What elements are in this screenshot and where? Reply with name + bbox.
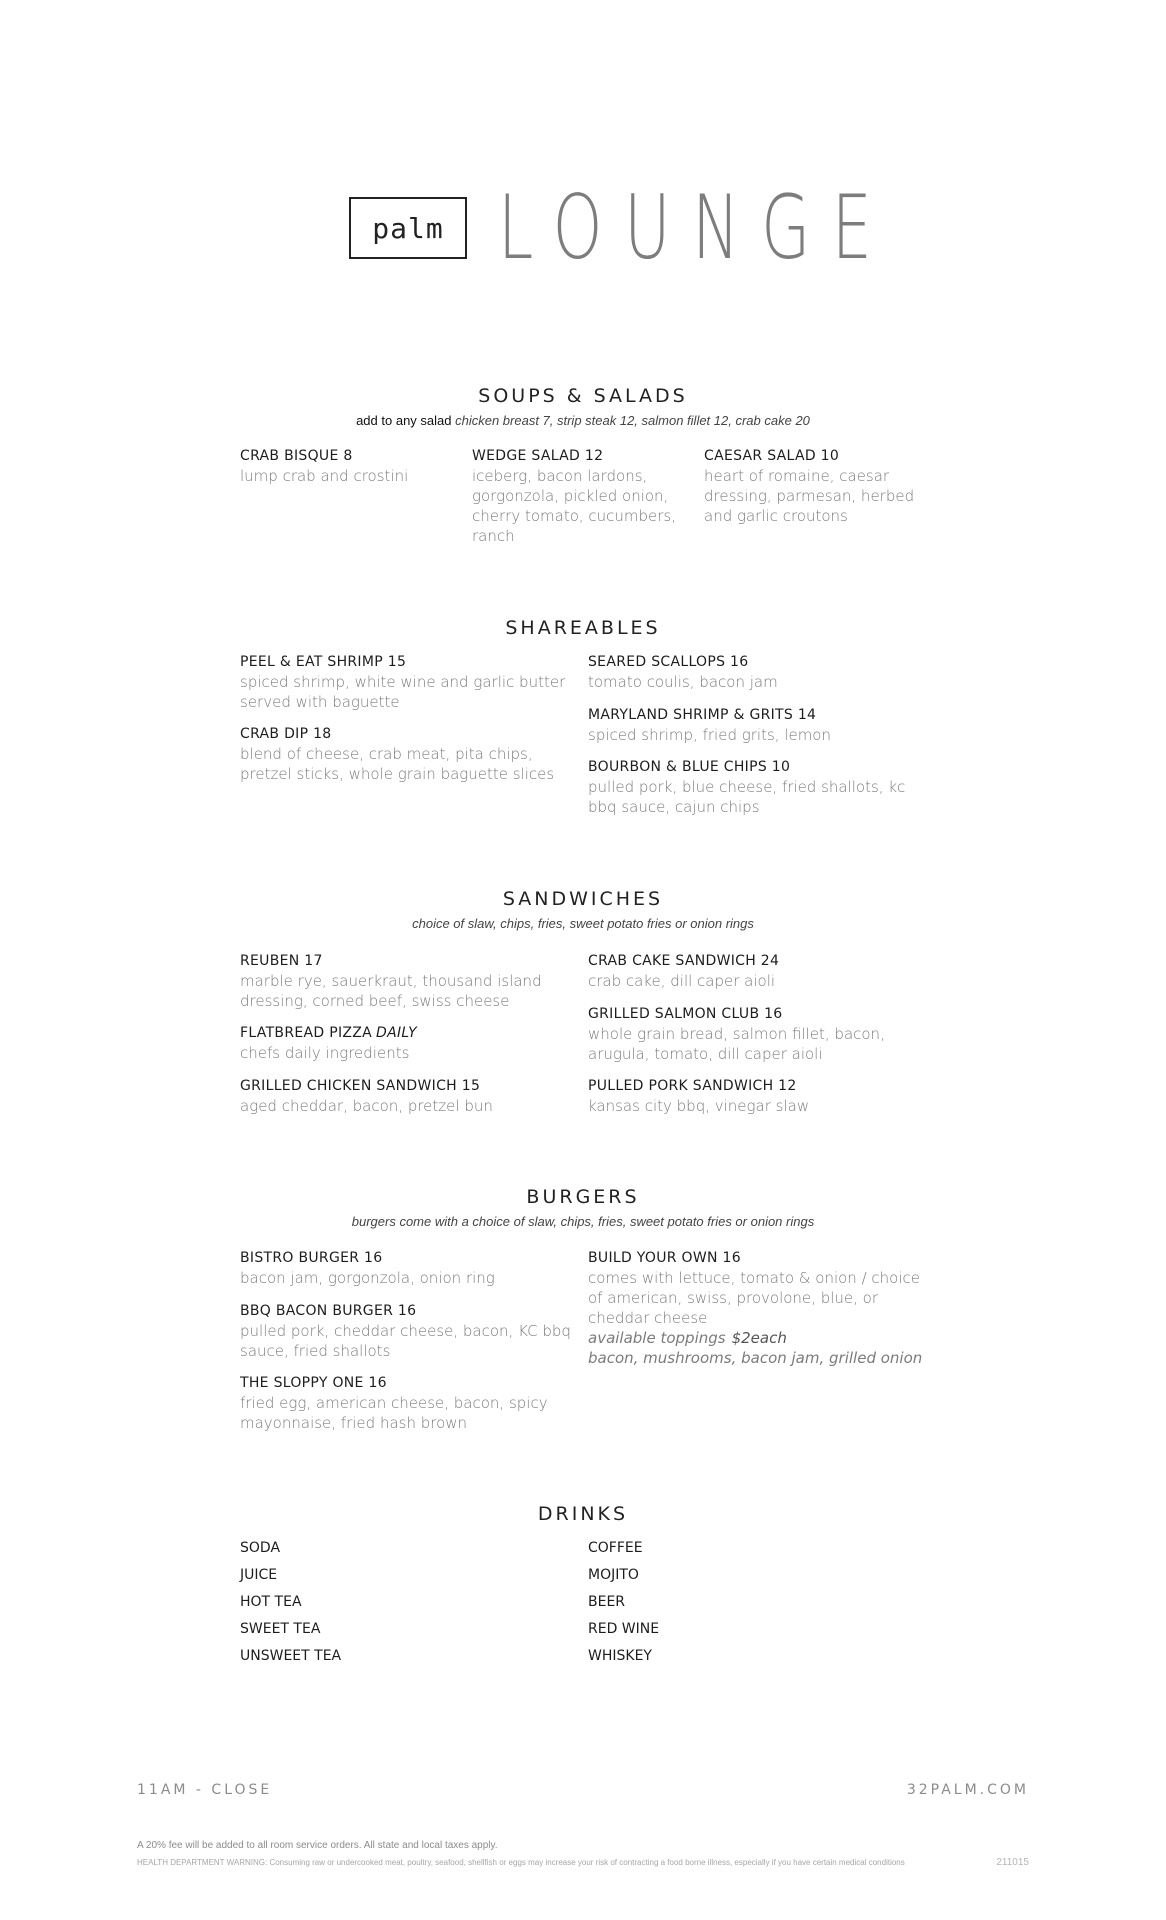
item-name: BBQ BACON BURGER 16 [240, 1303, 417, 1319]
item-desc: blend of cheese, crab meat, pita chips, [240, 745, 533, 763]
menu-item-grilled-chicken-sandwich [240, 1076, 600, 1116]
salad-addon-note [0, 413, 1166, 428]
venue-name: LOUNGE [498, 176, 894, 279]
item-name: BISTRO BURGER 16 [240, 1250, 383, 1266]
item-desc: cherry tomato, cucumbers, [472, 507, 677, 525]
menu-item-bistro-burger [240, 1248, 600, 1288]
item-desc: dressing, parmesan, herbed [704, 487, 915, 505]
section-title-sandwiches: SANDWICHES [502, 888, 664, 910]
item-desc: aged cheddar, bacon, pretzel bun [240, 1097, 493, 1115]
menu-item-seared-scallops [588, 652, 948, 692]
drink-item: RED WINE [588, 1621, 660, 1637]
item-desc: spiced shrimp, fried grits, lemon [588, 726, 831, 744]
item-name: PEEL & EAT SHRIMP 15 [240, 654, 407, 670]
salad-addon-lead: add to any salad [356, 413, 452, 428]
item-desc: whole grain bread, salmon fillet, bacon, [588, 1025, 885, 1043]
toppings-label: available toppings [588, 1329, 726, 1347]
daily-tag: DAILY [376, 1025, 418, 1041]
menu-item-flatbread-pizza [240, 1023, 600, 1063]
menu-item-bbq-bacon-burger [240, 1301, 600, 1361]
menu-item-grilled-salmon-club [588, 1004, 948, 1064]
menu-code: 211015 [996, 1857, 1029, 1868]
menu-item-crab-bisque [240, 446, 460, 486]
toppings-list: bacon, mushrooms, bacon jam, grilled onion [588, 1349, 923, 1367]
drink-item: WHISKEY [588, 1648, 652, 1664]
item-name [240, 1023, 600, 1043]
item-name: REUBEN 17 [240, 953, 323, 969]
website: 32PALM.COM [906, 1782, 1029, 1798]
menu-item-caesar-salad [704, 446, 934, 526]
item-name: BUILD YOUR OWN 16 [588, 1250, 741, 1266]
menu-item-crab-cake-sandwich [588, 951, 948, 991]
logo-text: palm [372, 211, 444, 245]
menu-item-sloppy-one [240, 1373, 600, 1433]
item-name: GRILLED CHICKEN SANDWICH 15 [240, 1078, 481, 1094]
drink-item: BEER [588, 1594, 626, 1610]
sandwiches-sides-note: choice of slaw, chips, fries, sweet potato fries or onion rings [412, 916, 754, 931]
drink-item: HOT TEA [240, 1594, 302, 1610]
section-title-burgers: BURGERS [526, 1186, 640, 1208]
item-desc: arugula, tomato, dill caper aioli [588, 1045, 823, 1063]
menu-item-wedge-salad [472, 446, 692, 546]
item-desc: pulled pork, cheddar cheese, bacon, KC bbq [240, 1322, 571, 1340]
item-desc: iceberg, bacon lardons, [472, 467, 648, 485]
item-name: GRILLED SALMON CLUB 16 [588, 1006, 783, 1022]
drink-item: SWEET TEA [240, 1621, 321, 1637]
item-desc: crab cake, dill caper aioli [588, 972, 776, 990]
section-title-drinks: DRINKS [537, 1503, 629, 1525]
item-name: CRAB CAKE SANDWICH 24 [588, 953, 780, 969]
menu-item-maryland-shrimp-grits [588, 705, 948, 745]
item-desc: kansas city bbq, vinegar slaw [588, 1097, 810, 1115]
item-desc: lump crab and crostini [240, 467, 409, 485]
item-desc: pulled pork, blue cheese, fried shallots, kc [588, 778, 906, 796]
item-name: PULLED PORK SANDWICH 12 [588, 1078, 797, 1094]
item-desc: ranch [472, 527, 515, 545]
menu-item-pulled-pork-sandwich [588, 1076, 948, 1116]
item-name: MARYLAND SHRIMP & GRITS 14 [588, 707, 817, 723]
menu-item-build-your-own [588, 1248, 948, 1368]
item-desc: cheddar cheese [588, 1309, 708, 1327]
item-desc: comes with lettuce, tomato & onion / choice [588, 1269, 920, 1287]
menu-item-peel-eat-shrimp [240, 652, 600, 712]
item-desc: and garlic croutons [704, 507, 848, 525]
item-desc: gorgonzola, pickled onion, [472, 487, 669, 505]
item-name: SEARED SCALLOPS 16 [588, 654, 749, 670]
burgers-sides-note: burgers come with a choice of slaw, chips, fries, sweet potato fries or onion rings [351, 1214, 815, 1229]
item-desc: sauce, fried shallots [240, 1342, 391, 1360]
item-desc: fried egg, american cheese, bacon, spicy [240, 1394, 548, 1412]
palm-logo [349, 197, 467, 259]
item-desc: mayonnaise, fried hash brown [240, 1414, 468, 1432]
item-desc: bbq sauce, cajun chips [588, 798, 760, 816]
drink-item: UNSWEET TEA [240, 1648, 342, 1664]
item-desc: marble rye, sauerkraut, thousand island [240, 972, 542, 990]
item-name-text: FLATBREAD PIZZA [240, 1025, 373, 1041]
drink-item: JUICE [240, 1567, 278, 1583]
item-name: CAESAR SALAD 10 [704, 448, 840, 464]
item-desc: served with baguette [240, 693, 400, 711]
hours: 11AM - CLOSE [137, 1782, 273, 1798]
item-desc: spiced shrimp, white wine and garlic butter [240, 673, 566, 691]
menu-item-reuben [240, 951, 600, 1011]
drink-item: MOJITO [588, 1567, 639, 1583]
item-desc: tomato coulis, bacon jam [588, 673, 778, 691]
item-desc: heart of romaine, caesar [704, 467, 890, 485]
toppings-line [588, 1328, 948, 1348]
item-name: THE SLOPPY ONE 16 [240, 1375, 387, 1391]
section-title-soups-salads: SOUPS & SALADS [478, 385, 688, 407]
fee-notice: A 20% fee will be added to all room service orders. All state and local taxes apply. [137, 1840, 498, 1851]
menu-item-bourbon-blue-chips [588, 757, 948, 817]
salad-addon-options: chicken breast 7, strip steak 12, salmon fillet 12, crab cake 20 [455, 413, 810, 428]
section-title-shareables: SHAREABLES [505, 617, 661, 639]
toppings-price: $2each [731, 1329, 787, 1347]
item-name: CRAB BISQUE 8 [240, 448, 353, 464]
drink-item: SODA [240, 1540, 281, 1556]
item-name: CRAB DIP 18 [240, 726, 332, 742]
item-desc: dressing, corned beef, swiss cheese [240, 992, 510, 1010]
drink-item: COFFEE [588, 1540, 643, 1556]
item-desc: chefs daily ingredients [240, 1044, 410, 1062]
item-desc: bacon jam, gorgonzola, onion ring [240, 1269, 495, 1287]
item-desc: of american, swiss, provolone, blue, or [588, 1289, 879, 1307]
item-desc: pretzel sticks, whole grain baguette slices [240, 765, 555, 783]
health-warning: HEALTH DEPARTMENT WARNING: Consuming raw or undercooked meat, poultry, seafood, shellfish or eggs may increase your risk of contracting a food borne illness, especially if you have certain medical conditions [137, 1858, 905, 1867]
menu-item-crab-dip [240, 724, 600, 784]
item-name: WEDGE SALAD 12 [472, 448, 604, 464]
item-name: BOURBON & BLUE CHIPS 10 [588, 759, 791, 775]
